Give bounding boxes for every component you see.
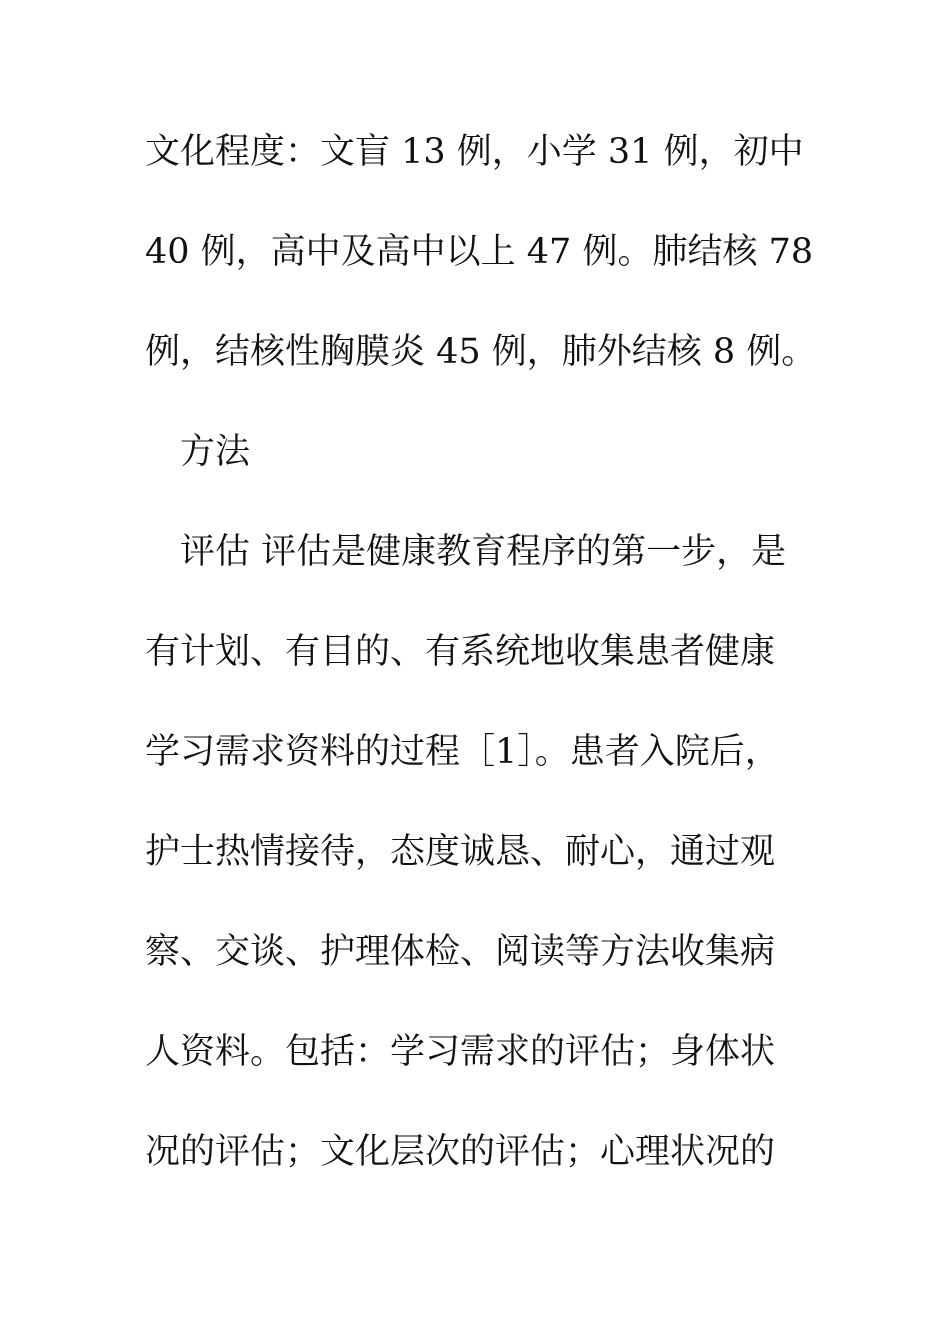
text-line-1: 文化程度：文盲 13 例，小学 31 例，初中 bbox=[145, 132, 804, 172]
text-line-3: 例，结核性胸膜炎 45 例，肺外结核 8 例。 bbox=[145, 332, 817, 372]
text-line-5: 评估 评估是健康教育程序的第一步，是 bbox=[180, 532, 787, 572]
text-line-7: 学习需求资料的过程［1］。患者入院后， bbox=[145, 732, 780, 772]
text-line-2: 40 例，高中及高中以上 47 例。肺结核 78 bbox=[145, 232, 814, 272]
text-line-9: 察、交谈、护理体检、阅读等方法收集病 bbox=[145, 932, 776, 972]
text-line-10: 人资料。包括：学习需求的评估；身体状 bbox=[145, 1032, 776, 1072]
text-line-8: 护士热情接待，态度诚恳、耐心，通过观 bbox=[145, 832, 776, 872]
text-line-6: 有计划、有目的、有系统地收集患者健康 bbox=[145, 632, 776, 672]
section-heading-method: 方法 bbox=[180, 432, 251, 472]
text-line-11: 况的评估；文化层次的评估；心理状况的 bbox=[145, 1132, 776, 1172]
